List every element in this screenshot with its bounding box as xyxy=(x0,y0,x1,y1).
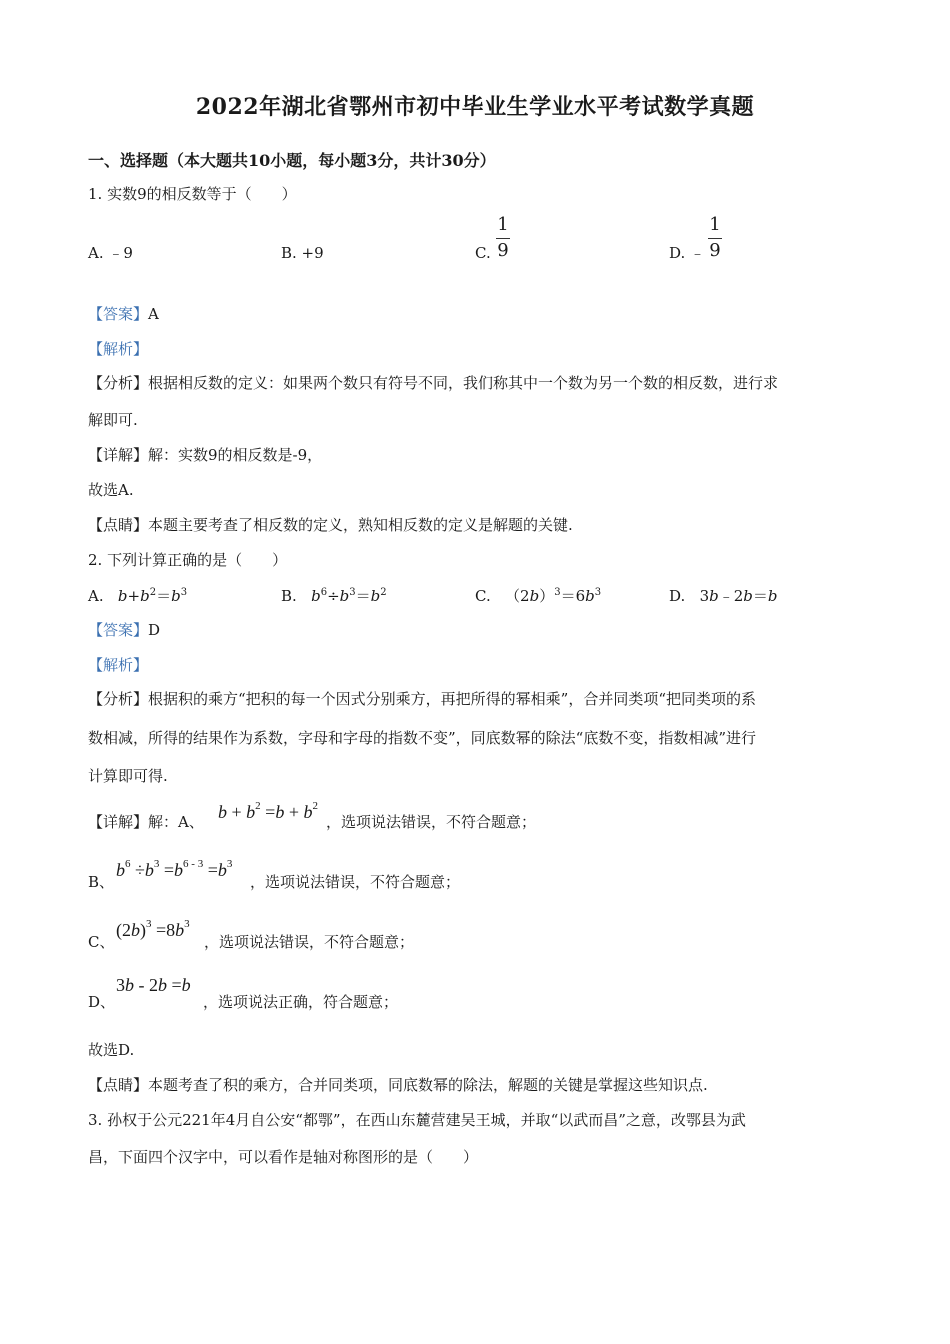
q2-xiangjie-b: B、 xyxy=(88,873,115,891)
dianjing-tag: 【点睛】 xyxy=(88,516,149,534)
q2-choose: 故选D. xyxy=(88,1041,135,1059)
fenxi-tag: 【分析】 xyxy=(88,690,149,708)
fraction-numerator: 1 xyxy=(497,214,509,235)
question-2-stem: 2. 下列计算正确的是（ ） xyxy=(88,551,288,569)
q2-xiangjie-c-suffix: ，选项说法错误，不符合题意； xyxy=(204,933,415,951)
answer-value: D xyxy=(148,621,161,639)
q2-option-c: C. $(2b)^3=6b^3$ xyxy=(475,587,602,605)
fraction-bar xyxy=(496,238,510,239)
q2-option-b: B. $b^6\div b^3=b^2$ xyxy=(281,587,387,605)
xiangjie-tag: 【详解】 xyxy=(88,813,149,831)
section-heading: 一、选择题（本大题共10小题，每小题3分，共计30分） xyxy=(88,151,496,170)
q2-formula-b: $b^6 \div b^3 =b^{6 - 3} =b^3$ xyxy=(116,858,233,880)
question-3-line2: 昌，下面四个汉字中，可以看作是轴对称图形的是（ ） xyxy=(88,1148,479,1166)
option-label: C. xyxy=(475,587,491,605)
fraction-denominator: 9 xyxy=(497,240,509,261)
question-3-line1: 3. 孙权于公元221年4月自公安“都鄂”，在西山东麓营建吴王城，并取“以武而昌”之意，改鄂县为武 xyxy=(88,1111,746,1129)
q1-answer xyxy=(88,304,159,324)
dianjing-tag: 【点睛】 xyxy=(88,1076,149,1094)
q2-xiangjie-d-suffix: ，选项说法正确，符合题意； xyxy=(203,993,399,1011)
q1-option-c-fraction xyxy=(496,215,510,261)
fenxi-text: 根据相反数的定义：如果两个数只有符号不同，我们称其中一个数为另一个数的相反数，进行求 xyxy=(148,374,779,392)
fraction-bar xyxy=(708,238,722,239)
q1-option-d-label: D. ﹣ xyxy=(669,244,706,262)
option-label: B. xyxy=(281,587,297,605)
q1-choose: 故选A. xyxy=(88,481,134,499)
answer-value: A xyxy=(148,305,159,323)
fraction-numerator: 1 xyxy=(709,214,721,235)
q1-option-c-label: C. xyxy=(475,244,491,262)
q2-dianjing xyxy=(88,1075,708,1095)
q2-fenxi-line1 xyxy=(88,689,756,709)
question-1-stem: 1. 实数9的相反数等于（ ） xyxy=(88,185,297,203)
q1-option-a: A. ﹣9 xyxy=(88,244,133,262)
answer-tag: 【答案】 xyxy=(88,305,149,323)
dianjing-text: 本题主要考查了相反数的定义，熟知相反数的定义是解题的关键. xyxy=(148,516,573,534)
q2-formula-c: $(2b)^3 =8b^3$ xyxy=(116,918,190,940)
fraction-denominator: 9 xyxy=(709,240,721,261)
q1-option-d-fraction xyxy=(708,215,722,261)
q2-fenxi-line3: 计算即可得. xyxy=(88,767,168,785)
answer-tag: 【答案】 xyxy=(88,621,149,639)
fenxi-tag: 【分析】 xyxy=(88,374,149,392)
q1-analysis-tag: 【解析】 xyxy=(88,340,149,358)
q2-formula-d: 3b - 2b =b xyxy=(116,975,191,995)
q1-dianjing xyxy=(88,515,573,535)
xiangjie-tag: 【详解】 xyxy=(88,446,149,464)
q2-xiangjie-a-suffix: ，选项说法错误，不符合题意； xyxy=(326,813,537,831)
q2-xiangjie-a xyxy=(88,812,204,832)
xiangjie-text: 解：实数9的相反数是-9， xyxy=(148,446,323,464)
q2-xiangjie-c: C、 xyxy=(88,933,115,951)
fenxi-text: 根据积的乘方“把积的每一个因式分别乘方，再把所得的幂相乘”，合并同类项“把同类项的系 xyxy=(148,690,757,708)
q2-analysis-tag: 【解析】 xyxy=(88,656,149,674)
q2-fenxi-line2: 数相减，所得的结果作为系数，字母和字母的指数不变”，同底数幂的除法“底数不变，指数相减”进行 xyxy=(88,729,757,747)
q2-xiangjie-b-suffix: ，选项说法错误，不符合题意； xyxy=(250,873,461,891)
q2-answer xyxy=(88,620,160,640)
q2-option-a: A. $b+b^2=b^3$ xyxy=(88,587,188,605)
xiangjie-prefix: 解：A、 xyxy=(148,813,204,831)
page-title: 2022年湖北省鄂州市初中毕业生学业水平考试数学真题 xyxy=(195,94,755,120)
option-label: D. xyxy=(669,587,686,605)
dianjing-text: 本题考查了积的乘方，合并同类项，同底数幂的除法，解题的关键是掌握这些知识点. xyxy=(148,1076,708,1094)
q2-option-d: D. 3b﹣2b＝b xyxy=(669,587,778,605)
q1-xiangjie xyxy=(88,445,322,465)
q1-fenxi-line1 xyxy=(88,373,778,393)
q2-formula-a: $b + b^2 =b + b^2$ xyxy=(218,800,318,822)
option-label: A. xyxy=(88,587,104,605)
q2-xiangjie-d: D、 xyxy=(88,993,116,1011)
q1-option-b: B. +9 xyxy=(281,244,324,262)
q1-fenxi-line2: 解即可. xyxy=(88,411,138,429)
